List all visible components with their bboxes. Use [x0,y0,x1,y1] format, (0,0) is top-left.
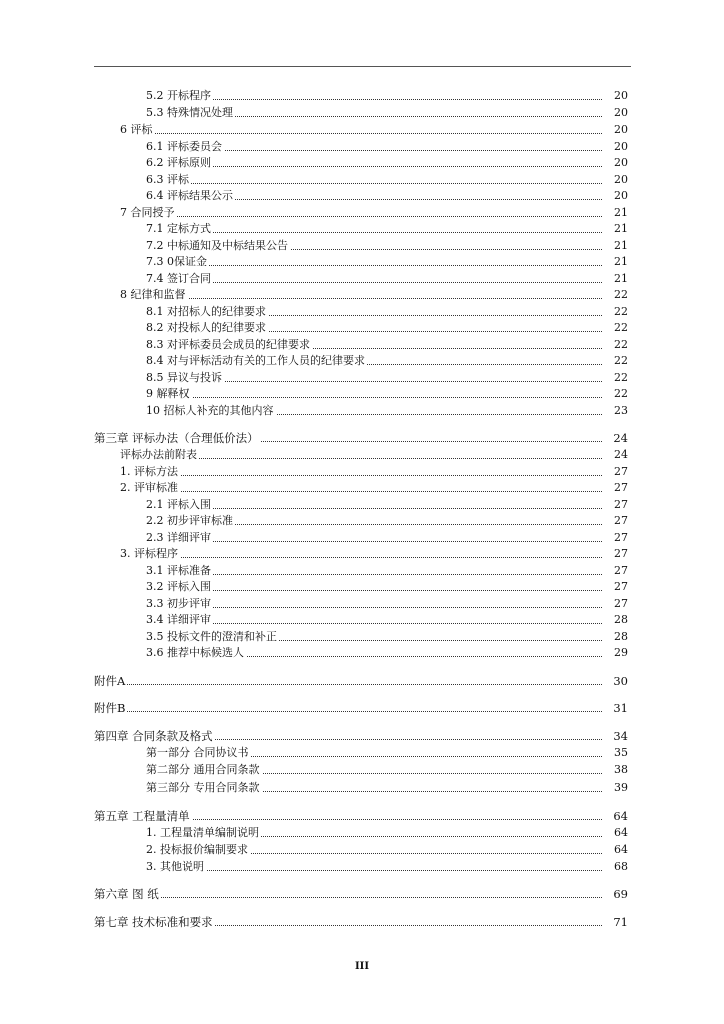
toc-leader-dots [146,541,602,542]
toc-leader-dots [146,166,602,167]
toc-entry-label: 1. 工程量清单编制说明 [146,826,259,839]
toc-entry-page: 27 [604,513,628,529]
toc-entry[interactable] [0,122,724,138]
toc-entry-page: 27 [604,579,628,595]
toc-entry-page: 27 [604,530,628,546]
toc-entry-label: 第六章 图 纸 [94,887,159,901]
toc-entry[interactable] [0,914,724,930]
toc-entry-page: 27 [604,497,628,513]
toc-entry-label: 第二部分 通用合同条款 [146,763,260,776]
toc-entry-label: 7 合同授予 [120,206,175,219]
toc-entry[interactable] [0,808,724,824]
toc-entry-page: 20 [604,188,628,204]
toc-entry-label: 7.2 中标通知及中标结果公告 [146,239,288,252]
toc-entry-label: 第三章 评标办法（合理低价法） [94,431,259,445]
toc-entry-page: 20 [604,105,628,121]
toc-leader-dots [146,590,602,591]
toc-entry-label: 6.4 评标结果公示 [146,189,233,202]
toc-entry-label: 附件B [94,701,126,715]
toc-entry[interactable] [0,287,724,303]
toc-leader-dots [120,491,602,492]
toc-entry[interactable] [0,728,724,744]
toc-entry-label: 2. 投标报价编制要求 [146,843,248,856]
toc-entry[interactable] [0,88,724,104]
toc-entry-page: 22 [604,304,628,320]
toc-leader-dots [120,475,602,476]
toc-leader-dots [146,574,602,575]
toc-entry[interactable] [0,825,724,841]
toc-entry[interactable] [0,370,724,386]
toc-entry-page: 27 [604,546,628,562]
toc-entry-page: 24 [604,447,628,463]
toc-entry[interactable] [0,497,724,513]
toc-entry-label: 9 解释权 [146,387,190,400]
toc-entry-label: 8.2 对投标人的纪律要求 [146,321,266,334]
toc-entry-label: 8 纪律和监督 [120,288,186,301]
toc-entry[interactable] [0,386,724,402]
toc-entry[interactable] [0,546,724,562]
toc-entry[interactable] [0,337,724,353]
toc-entry-label: 10 招标人补充的其他内容 [146,404,274,417]
toc-entry-page: 20 [604,122,628,138]
toc-leader-dots [120,557,602,558]
toc-entry-page: 38 [604,762,628,778]
toc-entry[interactable] [0,745,724,761]
toc-leader-dots [146,183,602,184]
toc-leader-dots [146,508,602,509]
toc-entry-label: 7.3 0保证金 [146,255,207,268]
toc-entry-page: 28 [604,629,628,645]
toc-entry[interactable] [0,612,724,628]
toc-entry-label: 7.1 定标方式 [146,222,211,235]
toc-entry[interactable] [0,271,724,287]
toc-entry-page: 30 [604,673,628,689]
toc-entry-label: 2.3 详细评审 [146,531,211,544]
toc-entry[interactable] [0,629,724,645]
toc-entry-page: 22 [604,386,628,402]
toc-entry-label: 附件A [94,674,126,688]
toc-entry-label: 3.5 投标文件的澄清和补正 [146,630,277,643]
toc-leader-dots [94,684,602,685]
toc-entry-label: 第七章 技术标准和要求 [94,915,213,929]
toc-entry-page: 31 [604,700,628,716]
toc-entry-page: 21 [604,205,628,221]
toc-entry-label: 5.3 特殊情况处理 [146,106,233,119]
toc-entry-label: 3.2 评标入围 [146,580,211,593]
toc-entry-label: 3.1 评标准备 [146,564,211,577]
toc-entry-label: 6.2 评标原则 [146,156,211,169]
toc-entry-label: 6 评标 [120,123,153,136]
toc-entry-page: 64 [604,808,628,824]
toc-entry-page: 27 [604,480,628,496]
toc-entry-label: 5.2 开标程序 [146,89,211,102]
toc-entry[interactable] [0,464,724,480]
toc-entry-page: 27 [604,464,628,480]
toc-entry-page: 21 [604,271,628,287]
toc-entry-label: 2. 评审标准 [120,481,178,494]
toc-entry-page: 27 [604,596,628,612]
toc-entry-page: 20 [604,139,628,155]
toc-entry-label: 3. 评标程序 [120,547,178,560]
toc-entry-label: 8.3 对评标委员会成员的纪律要求 [146,338,310,351]
toc-entry-page: 64 [604,842,628,858]
toc-entry-page: 29 [604,645,628,661]
toc-entry-page: 21 [604,238,628,254]
toc-entry[interactable] [0,579,724,595]
toc-entry-label: 第三部分 专用合同条款 [146,781,260,794]
toc-entry[interactable] [0,447,724,463]
toc-entry-label: 2.2 初步评审标准 [146,514,233,527]
toc-entry[interactable] [0,353,724,369]
toc-leader-dots [120,298,602,299]
toc-entry[interactable] [0,304,724,320]
toc-entry[interactable] [0,155,724,171]
toc-entry-page: 21 [604,221,628,237]
toc-entry[interactable] [0,172,724,188]
toc-entry-label: 8.1 对招标人的纪律要求 [146,305,266,318]
toc-entry[interactable] [0,596,724,612]
toc-entry[interactable] [0,188,724,204]
toc-entry[interactable] [0,563,724,579]
toc-entry-page: 22 [604,320,628,336]
toc-entry[interactable] [0,403,724,419]
toc-entry[interactable] [0,645,724,661]
toc-entry[interactable] [0,513,724,529]
toc-entry[interactable] [0,762,724,778]
toc-leader-dots [146,232,602,233]
toc-entry[interactable] [0,254,724,270]
toc-entry-label: 8.4 对与评标活动有关的工作人员的纪律要求 [146,354,365,367]
toc-entry-label: 3.3 初步评审 [146,597,211,610]
toc-entry-label: 8.5 异议与投诉 [146,371,222,384]
toc-leader-dots [146,99,602,100]
toc-entry-page: 20 [604,88,628,104]
toc-entry[interactable] [0,205,724,221]
toc-entry[interactable] [0,859,724,875]
toc-entry-page: 68 [604,859,628,875]
toc-entry[interactable] [0,886,724,902]
toc-entry-label: 第五章 工程量清单 [94,809,190,823]
toc-entry-page: 64 [604,825,628,841]
toc-leader-dots [146,265,602,266]
toc-entry-label: 7.4 签订合同 [146,272,211,285]
toc-entry-label: 6.1 评标委员会 [146,140,222,153]
toc-entry-label: 3.6 推荐中标候选人 [146,646,244,659]
toc-entry[interactable] [0,530,724,546]
toc-entry-label: 第四章 合同条款及格式 [94,729,213,743]
toc-entry-page: 69 [604,886,628,902]
toc-leader-dots [146,870,602,871]
toc-entry-page: 22 [604,353,628,369]
toc-entry[interactable] [0,320,724,336]
toc-entry-page: 21 [604,254,628,270]
toc-entry-label: 评标办法前附表 [120,448,197,461]
toc-entry[interactable] [0,105,724,121]
toc-entry-label: 第一部分 合同协议书 [146,746,249,759]
toc-entry-page: 27 [604,563,628,579]
toc-entry-page: 22 [604,370,628,386]
page-number: III [354,961,370,972]
toc-entry-page: 22 [604,337,628,353]
toc-entry-page: 22 [604,287,628,303]
toc-entry-label: 3. 其他说明 [146,860,204,873]
toc-entry-page: 28 [604,612,628,628]
toc-entry-page: 71 [604,914,628,930]
header-rule [94,66,631,67]
toc-leader-dots [146,397,602,398]
toc-entry[interactable] [0,700,724,716]
toc-entry-label: 3.4 详细评审 [146,613,211,626]
toc-entry[interactable] [0,221,724,237]
toc-entry-page: 20 [604,155,628,171]
toc-leader-dots [120,216,602,217]
toc-entry-page: 35 [604,745,628,761]
toc-entry[interactable] [0,673,724,689]
toc-entry[interactable] [0,139,724,155]
toc-entry[interactable] [0,430,724,446]
toc-entry[interactable] [0,780,724,796]
toc-entry-page: 39 [604,780,628,796]
toc-entry-page: 20 [604,172,628,188]
toc-entry-page: 24 [604,430,628,446]
toc-leader-dots [94,711,602,712]
toc-leader-dots [120,133,602,134]
toc-entry[interactable] [0,842,724,858]
toc-leader-dots [146,623,602,624]
toc-leader-dots [146,607,602,608]
toc-entry-label: 1. 评标方法 [120,465,178,478]
toc-entry[interactable] [0,480,724,496]
toc-entry-label: 6.3 评标 [146,173,189,186]
toc-entry[interactable] [0,238,724,254]
toc-entry-page: 23 [604,403,628,419]
toc-leader-dots [146,282,602,283]
toc-entry-label: 2.1 评标入围 [146,498,211,511]
toc-entry-page: 34 [604,728,628,744]
toc-leader-dots [94,897,602,898]
